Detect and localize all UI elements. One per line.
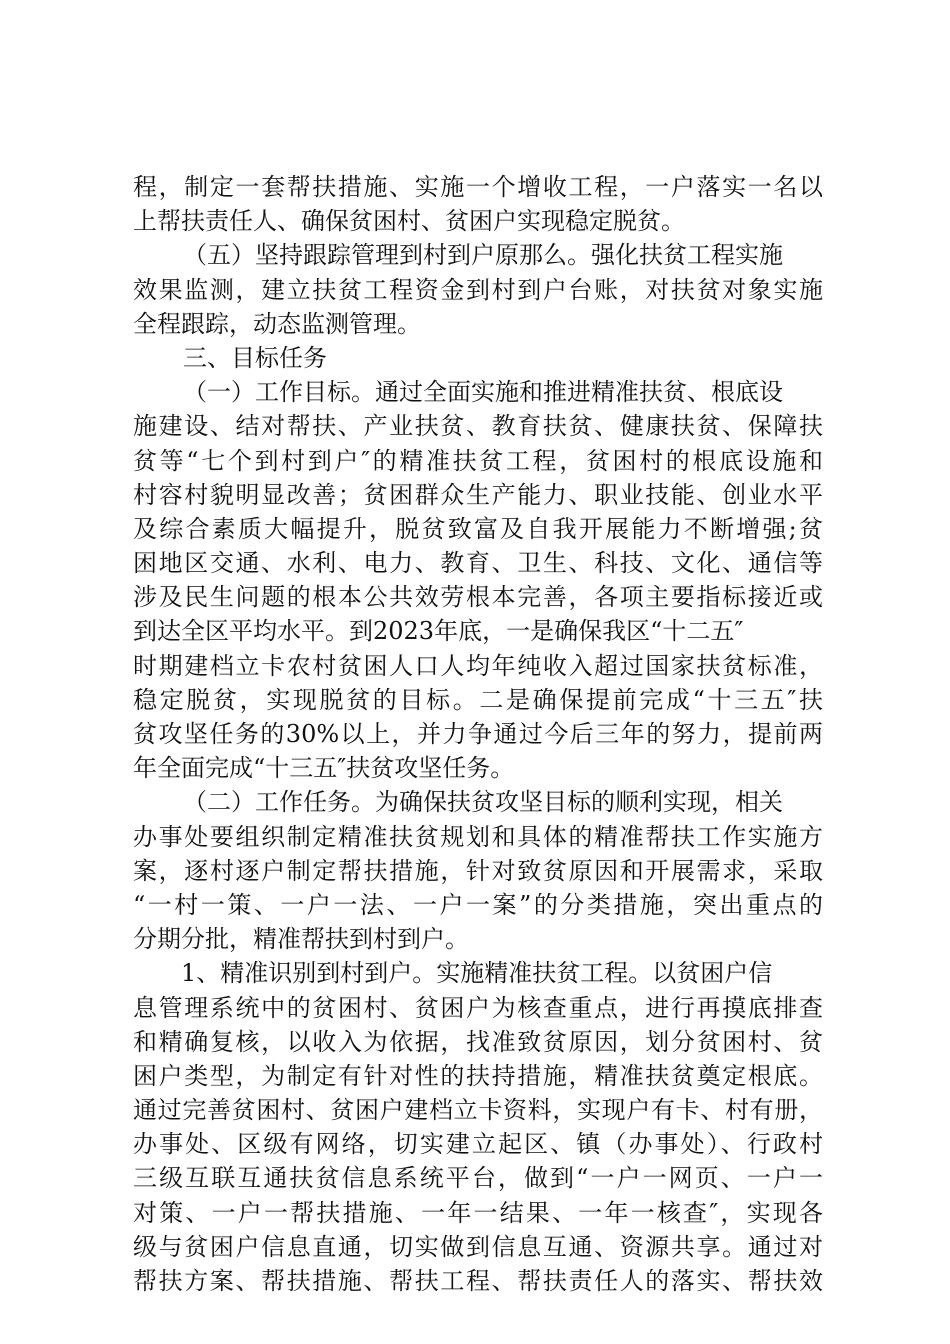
text-line: 村容村貌明显改善；贫困群众生产能力、职业技能、创业水平 (133, 480, 823, 509)
text-line: 全程跟踪，动态监测管理。 (133, 309, 421, 338)
text-line: 稳定脱贫，实现脱贫的目标。二是确保提前完成“十三五″扶 (133, 685, 823, 714)
text-line: 和精确复核，以收入为依据，找准致贫原因，划分贫困村、贫 (133, 1027, 823, 1056)
text-line: 上帮扶责任人、确保贫困村、贫困户实现稳定脱贫。 (133, 207, 685, 236)
text-line: 办事处要组织制定精准扶贫规划和具体的精准帮扶工作实施方 (133, 822, 823, 851)
section-heading: 三、目标任务 (183, 343, 327, 372)
text-line: 及综合素质大幅提升，脱贫致富及自我开展能力不断增强;贫 (133, 514, 823, 543)
text-line: 分期分批，精准帮扶到村到户。 (133, 925, 469, 954)
text-line: 对策、一户一帮扶措施、一年一结果、一年一核查″，实现各 (133, 1198, 823, 1227)
text-line: 困地区交通、水利、电力、教育、卫生、科技、文化、通信等 (133, 549, 823, 578)
text-line: 施建设、结对帮扶、产业扶贫、教育扶贫、健康扶贫、保障扶 (133, 412, 823, 441)
text-line: 案，逐村逐户制定帮扶措施，针对致贫原因和开展需求，采取 (133, 856, 823, 885)
text-line: 贫攻坚任务的30%以上，并力争通过今后三年的努力，提前两 (133, 720, 823, 748)
text-line: “一村一策、一户一法、一户一案”的分类措施，突出重点的 (133, 890, 823, 919)
text-line: 贫等“七个到村到户″的精准扶贫工程，贫困村的根底设施和 (133, 446, 823, 475)
text-line: 级与贫困户信息直通，切实做到信息互通、资源共享。通过对 (133, 1232, 823, 1261)
text-line: 困户类型，为制定有针对性的扶持措施，精准扶贫奠定根底。 (133, 1061, 823, 1090)
text-line: 到达全区平均水平。到2023年底，一是确保我区“十二五″ (133, 617, 744, 646)
text-line: 涉及民生问题的根本公共效劳根本完善，各项主要指标接近或 (133, 583, 823, 612)
document-body (133, 170, 823, 1298)
text-line: 帮扶方案、帮扶措施、帮扶工程、帮扶责任人的落实、帮扶效 (133, 1267, 823, 1295)
text-line: 程，制定一套帮扶措施、实施一个增收工程，一户落实一名以 (133, 173, 823, 201)
text-line: 息管理系统中的贫困村、贫困户为核查重点，进行再摸底排查 (133, 993, 823, 1022)
text-line: 三级互联互通扶贫信息系统平台，做到“一户一网页、一户一 (133, 1164, 823, 1193)
text-line: 时期建档立卡农村贫困人口人均年纯收入超过国家扶贫标准， (133, 651, 823, 680)
text-line: 办事处、区级有网络，切实建立起区、镇（办事处）、行政村 (133, 1130, 823, 1159)
paragraph-start-line: （一）工作目标。通过全面实施和推进精准扶贫、根底设 (183, 378, 783, 407)
paragraph-start-line: 1、精准识别到村到户。实施精准扶贫工程。以贫困户信 (181, 959, 773, 988)
paragraph-start-line: （二）工作任务。为确保扶贫攻坚目标的顺利实现，相关 (183, 788, 783, 817)
text-line: 年全面完成“十三五″扶贫攻坚任务。 (133, 754, 515, 783)
paragraph-start-line: （五）坚持跟踪管理到村到户原那么。强化扶贫工程实施 (183, 241, 783, 270)
text-line: 通过完善贫困村、贫困户建档立卡资料，实现户有卡、村有册， (133, 1096, 823, 1125)
text-line: 效果监测，建立扶贫工程资金到村到户台账，对扶贫对象实施 (133, 275, 823, 304)
